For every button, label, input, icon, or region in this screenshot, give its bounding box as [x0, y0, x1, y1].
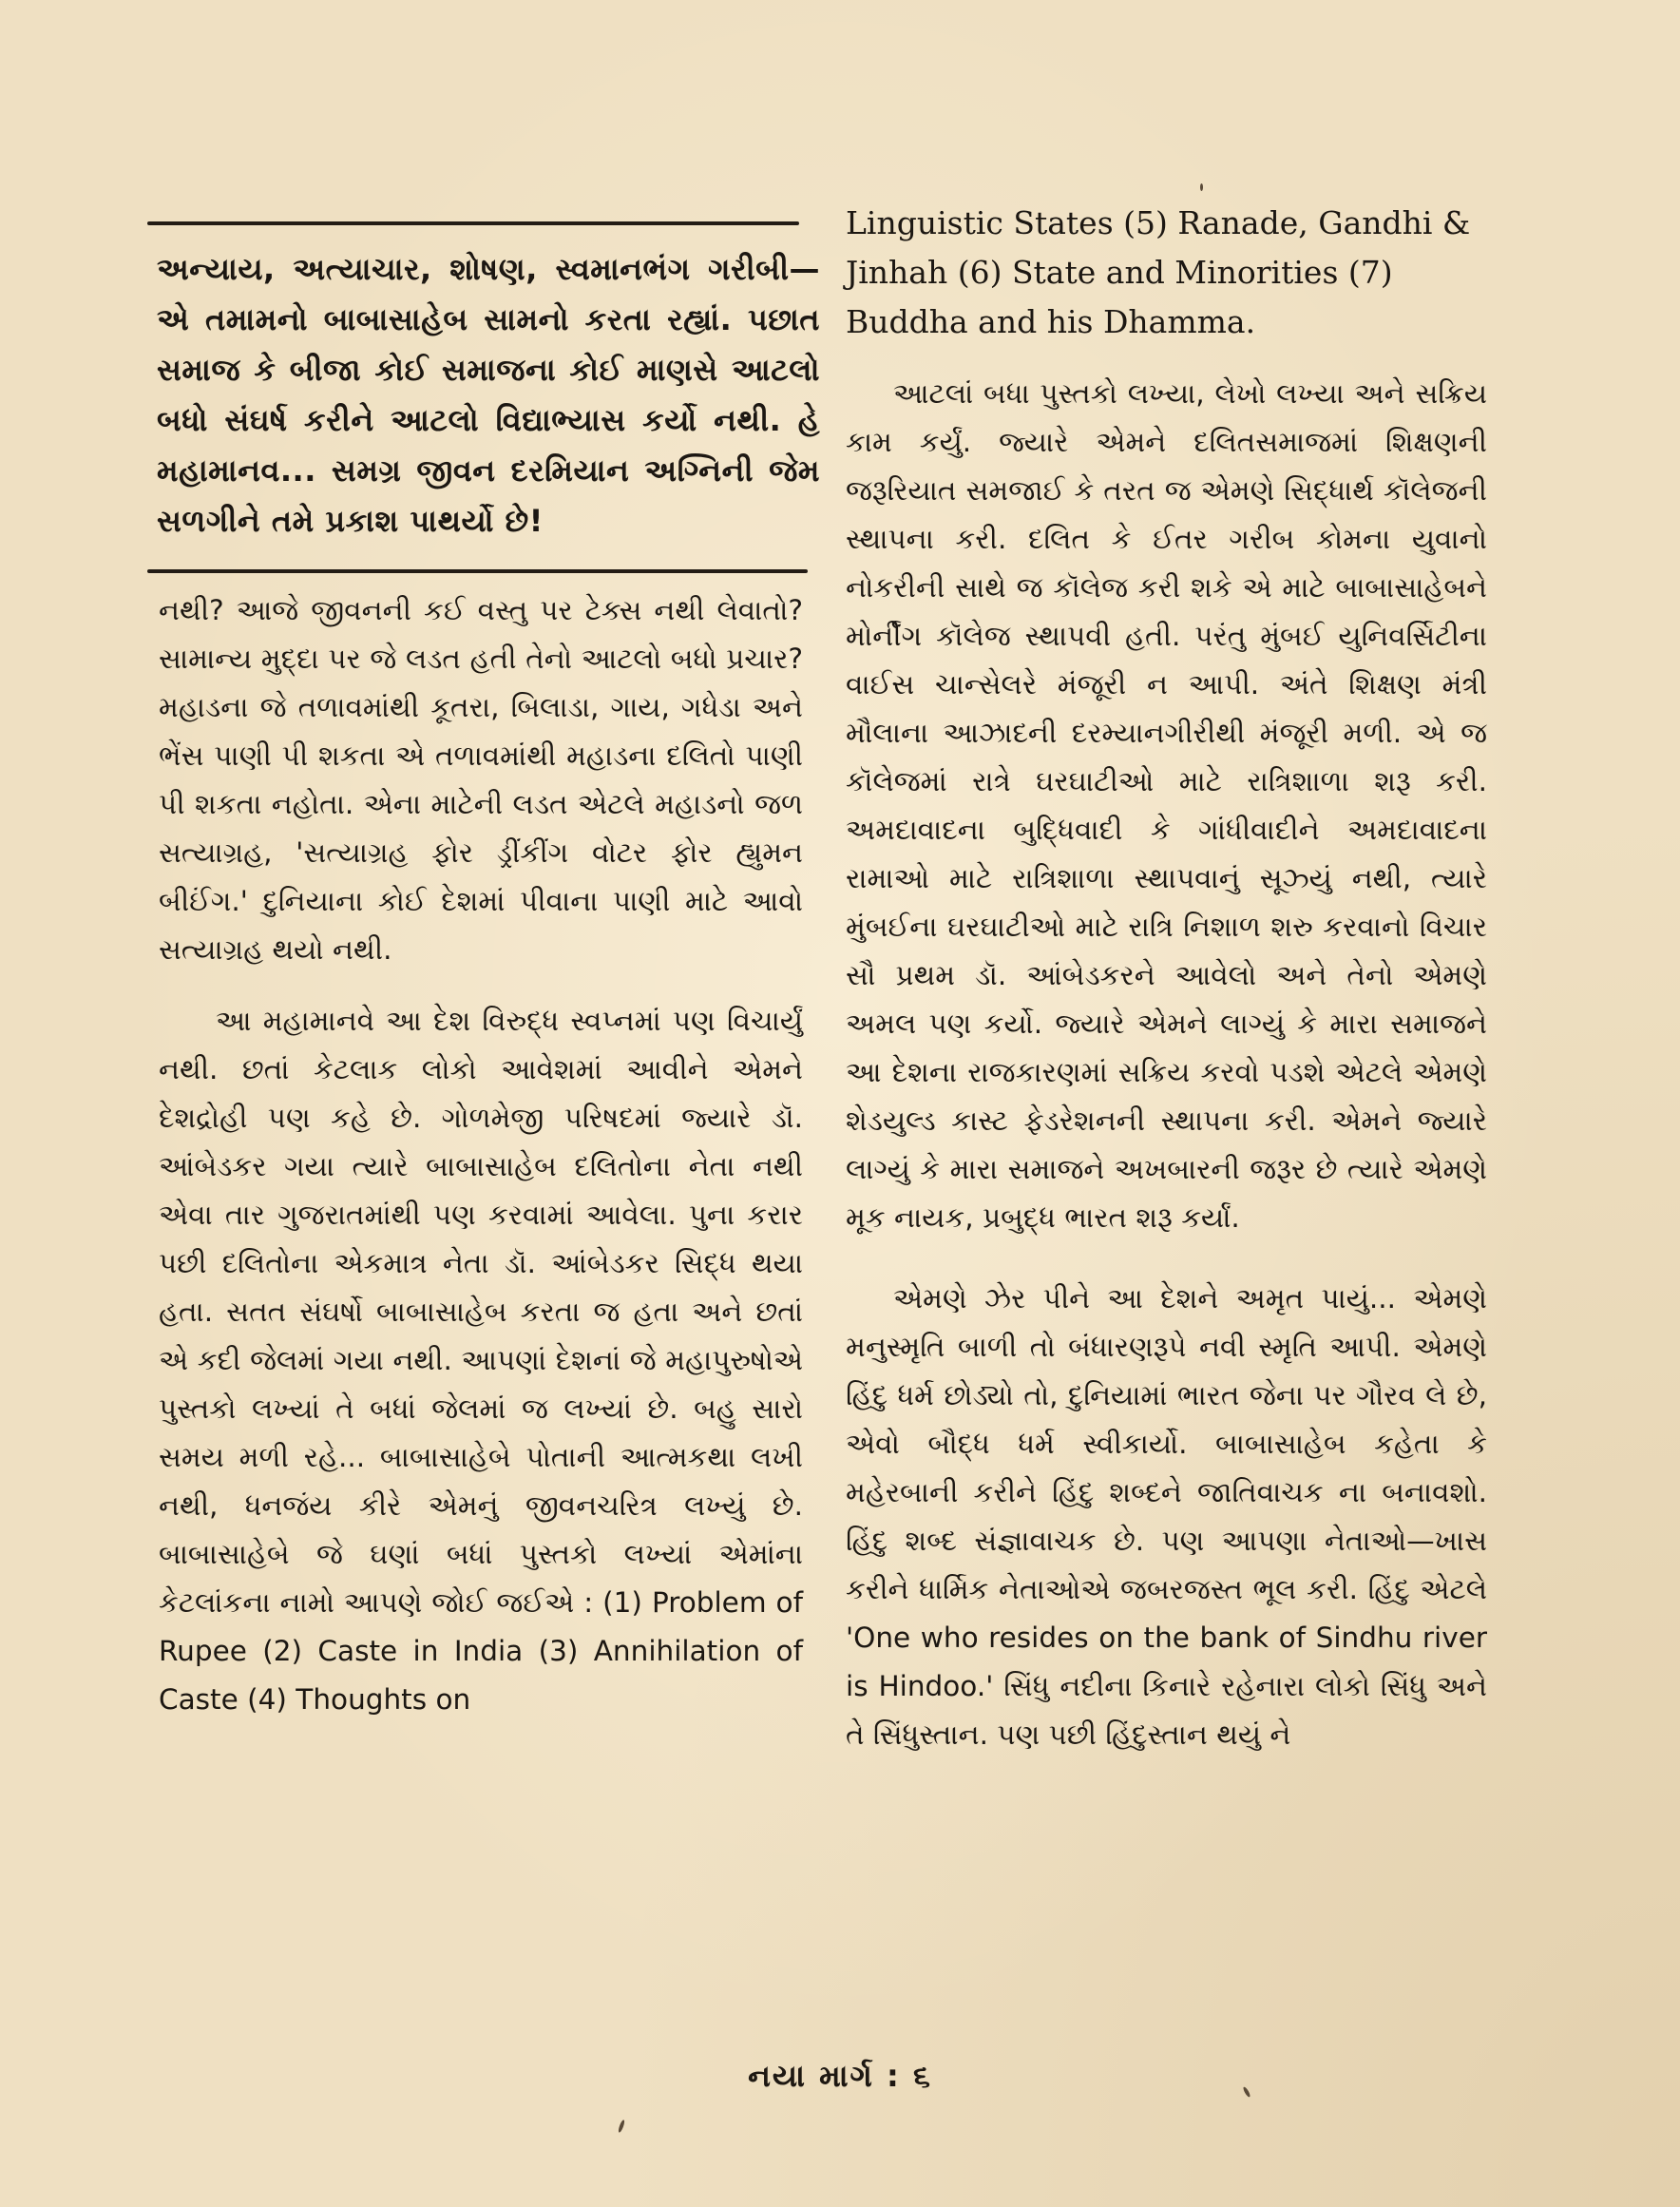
right-paragraph-2: આટલાં બધા પુસ્તકો લખ્યા, લેખો લખ્યા અને સક્રિય કામ કર્યું. જ્યારે એમને દલિતસમાજમાં શિક્ષણની જરૂરિયાત સમજાઈ કે તરત જ એમણે સિદ્ધાર્થ કૉલેજની સ્થાપના કરી. દલિત કે ઈતર ગરીબ કોમના યુવાનો નોકરીની સાથે જ કૉલેજ કરી શકે એ માટે બાબાસાહેબને મોર્નીંગ કૉલેજ સ્થાપવી હતી. પરંતુ મુંબઈ યુનિવર્સિટીના વાઈસ ચાન્સેલરે મંજૂરી ન આપી. અંતે શિક્ષણ મંત્રી મૌલાના આઝાદની દરમ્યાનગીરીથી મંજૂરી મળી. એ જ કૉલેજમાં રાત્રે ઘરઘાટીઓ માટે રાત્રિશાળા શરૂ કરી. અમદાવાદના બુદ્ધિવાદી કે ગાંધીવાદીને અમદાવાદના રામાઓ માટે રાત્રિશાળા સ્થાપવાનું સૂઝ્યું નથી, ત્યારે મુંબઈના ઘરઘાટીઓ માટે રાત્રિ નિશાળ શરુ કરવાનો વિચાર સૌ પ્રથમ ડૉ. આંબેડકરને આવેલો અને તેનો એમણે અમલ પણ કર્યો. જ્યારે એમને લાગ્યું કે મારા સમાજને આ દેશના રાજકારણમાં સક્રિય કરવો પડશે એટલે એમણે શેડયુલ્ડ કાસ્ટ ફેડરેશનની સ્થાપના કરી. એમને જ્યારે લાગ્યું કે મારા સમાજને અખબારની જરૂર છે ત્યારે એમણે મૂક નાયક, પ્રબુદ્ધ ભારત શરૂ કર્યાં.	[846, 377, 1487, 1234]
page-footer: નયા માર્ગ : ૬	[748, 2058, 932, 2094]
right-column	[841, 195, 1487, 1759]
left-paragraph-1: નથી? આજે જીવનની કઈ વસ્તુ પર ટેક્સ નથી લેવાતો? સામાન્ય મુદ્દા પર જે લડત હતી તેનો આટલો બધો પ્રચાર? મહાડના જે તળાવમાંથી કૂતરા, બિલાડા, ગાય, ગધેડા અને ભેંસ પાણી પી શકતા એ તળાવમાંથી મહાડના દલિતો પાણી પી શકતા નહોતા. એના માટેની લડત એટલે મહાડનો જળ સત્યાગ્રહ, 'સત્યાગ્રહ ફોર ડ્રીંકીંગ વોટર ફોર હ્યુમન બીઈંગ.' દુનિયાના કોઈ દેશમાં પીવાના પાણી માટે આવો સત્યાગ્રહ થયો નથી.	[159, 594, 803, 966]
paper-speck	[618, 2120, 626, 2134]
right-paragraph-1: Linguistic States (5) Ranade, Gandhi & Jinhah (6) State and Minorities (7) Buddha and his Dhamma.	[846, 204, 1471, 340]
left-column	[147, 195, 841, 1724]
pull-quote-bottom-rule	[147, 569, 808, 573]
pull-quote: અન્યાય, અત્યાચાર, શોષણ, સ્વમાનભંગ ગરીબી—એ તમામનો બાબાસાહેબ સામનો કરતા રહ્યાં. પછાત સમાજ કે બીજા કોઈ સમાજના કોઈ માણસે આટલો બધો સંઘર્ષ કરીને આટલો વિદ્યાભ્યાસ કર્યો નથી. હે મહામાનવ... સમગ્ર જીવન દરમિયાન અગ્નિની જેમ સળગીને તમે પ્રકાશ પાથર્યો છે!	[157, 251, 820, 539]
left-paragraph-2: આ મહામાનવે આ દેશ વિરુદ્ધ સ્વપ્નમાં પણ વિચાર્યું નથી. છતાં કેટલાક લોકો આવેશમાં આવીને એમને દેશદ્રોહી પણ કહે છે. ગોળમેજી પરિષદમાં જ્યારે ડૉ. આંબેડકર ગયા ત્યારે બાબાસાહેબ દલિતોના નેતા નથી એવા તાર ગુજરાતમાંથી પણ કરવામાં આવેલા. પુના કરાર પછી દલિતોના એકમાત્ર નેતા ડૉ. આંબેડકર સિદ્ધ થયા હતા. સતત સંઘર્ષો બાબાસાહેબ કરતા જ હતા અને છતાં એ કદી જેલમાં ગયા નથી. આપણાં દેશનાં જે મહાપુરુષોએ પુસ્તકો લખ્યાં તે બધાં જેલમાં જ લખ્યાં છે. બહુ સારો સમય મળી રહે... બાબાસાહેબે પોતાની આત્મકથા લખી નથી, ધનજંય કીરે એમનું જીવનચરિત્ર લખ્યું છે. બાબાસાહેબે જે ઘણાં બધાં પુસ્તકો લખ્યાં એમાંના કેટલાંકના નામો આપણે જોઈ જઈએ : (1) Problem of Rupee (2) Caste in India (3) Annihilation of Caste (4) Thoughts on	[159, 1005, 803, 1716]
right-paragraph-3: એમણે ઝેર પીને આ દેશને અમૃત પાયું... એમણે મનુસ્મૃતિ બાળી તો બંધારણરૂપે નવી સ્મૃતિ આપી. એમણે હિંદુ ધર્મ છોડ્યો તો, દુનિયામાં ભારત જેના પર ગૌરવ લે છે, એવો બૌદ્ધ ધર્મ સ્વીકાર્યો. બાબાસાહેબ કહેતા કે મહેરબાની કરીને હિંદુ શબ્દને જાતિવાચક ના બનાવશો. હિંદુ શબ્દ સંજ્ઞાવાચક છે. પણ આપણા નેતાઓ—ખાસ કરીને ધાર્મિક નેતાઓએ જબરજસ્ત ભૂલ કરી. હિંદુ એટલે 'One who resides on the bank of Sindhu river is Hindoo.' સિંધુ નદીના કિનારે રહેનારા લોકો સિંધુ અને તે સિંધુસ્તાન. પણ પછી હિંદુસ્તાન થયું ને	[846, 1282, 1487, 1751]
paper-speck	[1200, 183, 1203, 191]
